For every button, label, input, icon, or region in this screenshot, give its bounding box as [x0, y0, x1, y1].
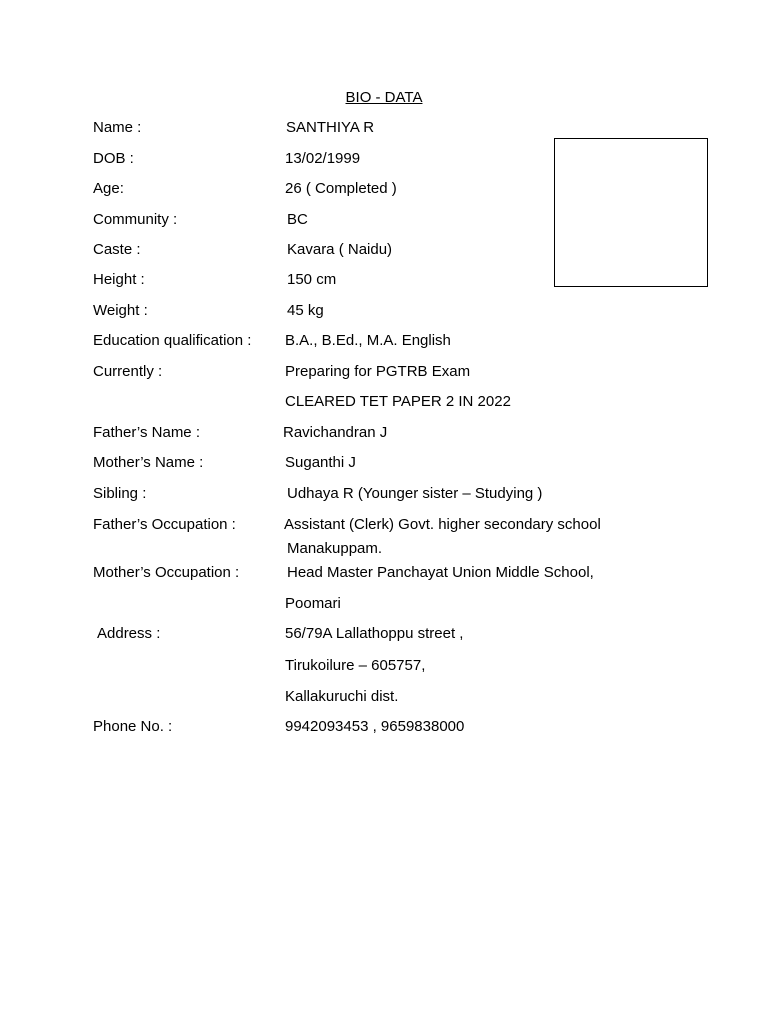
field-value: 45 kg	[287, 302, 324, 319]
field-value: Head Master Panchayat Union Middle School,	[287, 564, 594, 581]
field-label: Mother’s Occupation :	[93, 564, 240, 581]
field-value: Ravichandran J	[283, 424, 388, 441]
field-label: Phone No. :	[93, 718, 173, 735]
field-value: BC	[287, 211, 308, 228]
field-value: B.A., B.Ed., M.A. English	[285, 332, 451, 349]
field-label: Height :	[93, 271, 145, 288]
field-value: Manakuppam.	[287, 540, 383, 557]
field-label: Community :	[93, 211, 178, 228]
field-label: DOB :	[93, 150, 134, 167]
field-value: CLEARED TET PAPER 2 IN 2022	[285, 393, 511, 410]
field-label: Weight :	[93, 302, 148, 319]
field-label: Education qualification :	[93, 332, 252, 349]
field-label: Father’s Name :	[93, 424, 200, 441]
field-label: Name :	[93, 119, 142, 136]
field-value: Tirukoilure – 605757,	[285, 657, 426, 674]
field-label: Caste :	[93, 241, 141, 258]
field-value: 13/02/1999	[285, 150, 361, 167]
field-value: SANTHIYA R	[286, 119, 375, 136]
field-label: Currently :	[93, 363, 163, 380]
page-title-text: BIO - DATA	[345, 89, 423, 106]
photo-placeholder	[554, 138, 708, 287]
field-value: 26 ( Completed )	[285, 180, 397, 197]
field-label: Mother’s Name :	[93, 454, 204, 471]
field-value: Udhaya R (Younger sister – Studying )	[287, 485, 543, 502]
field-value: 56/79A Lallathoppu street ,	[285, 625, 464, 642]
field-value: 9942093453 , 9659838000	[285, 718, 465, 735]
field-label: Father’s Occupation :	[93, 516, 236, 533]
field-label: Age:	[93, 180, 124, 197]
field-value: Kavara ( Naidu)	[287, 241, 393, 258]
field-label: Sibling :	[93, 485, 147, 502]
field-value: Preparing for PGTRB Exam	[285, 363, 471, 380]
field-value: Suganthi J	[285, 454, 356, 471]
field-value: 150 cm	[287, 271, 337, 288]
field-value: Kallakuruchi dist.	[285, 688, 399, 705]
page-title	[0, 89, 768, 106]
field-label: Address :	[97, 625, 161, 642]
field-value: Assistant (Clerk) Govt. higher secondary school	[284, 516, 601, 533]
field-value: Poomari	[285, 595, 341, 612]
